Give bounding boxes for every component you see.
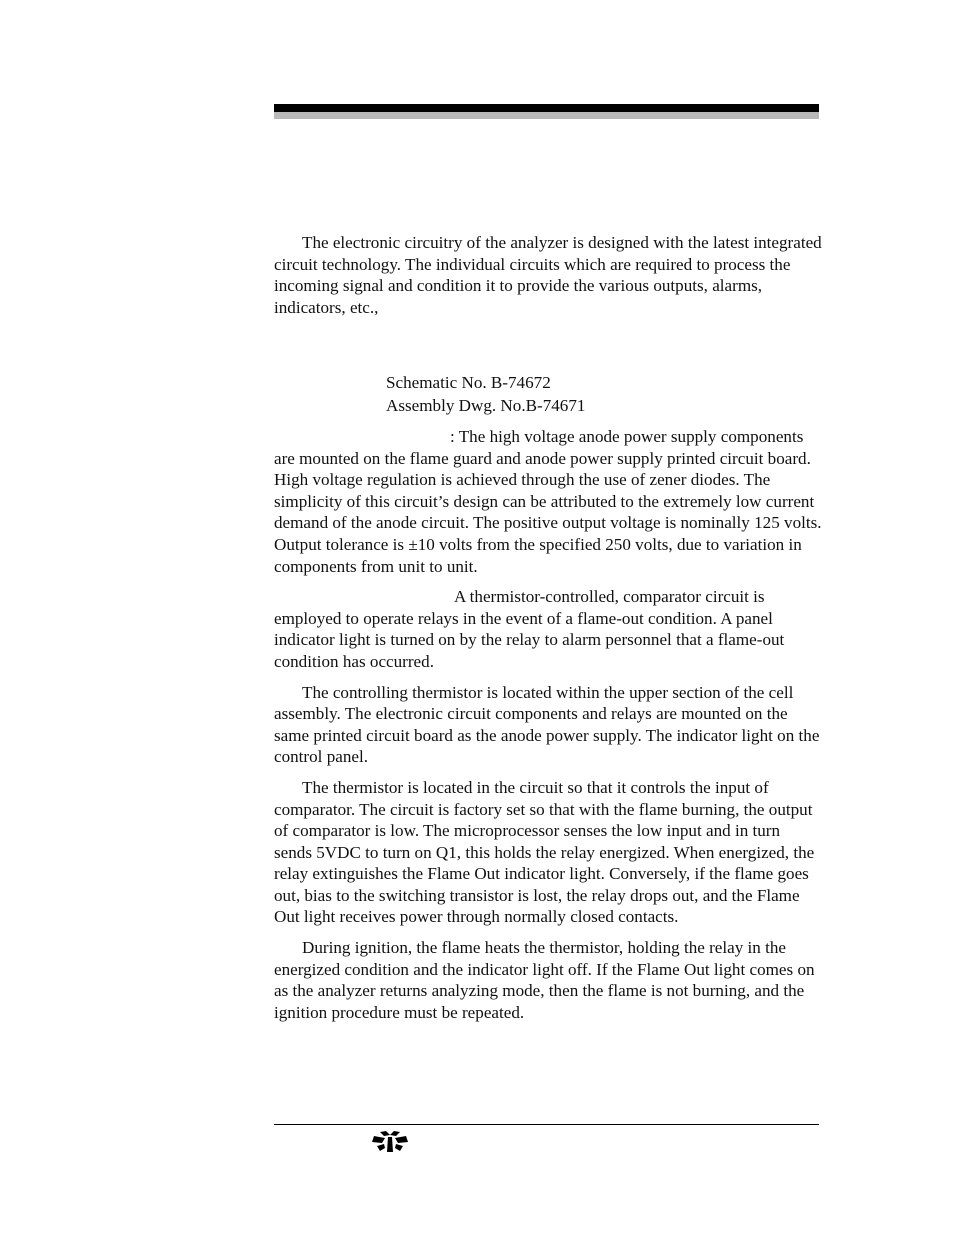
- footer-rule: [274, 1124, 819, 1125]
- comparator-paragraph: The thermistor is located in the circuit so that it controls the input of comparator. The circuit is factory set so that with the flame burning, the output of comparator is low. The microprocessor senses the low input and in turn sends 5VDC to turn on Q1, this holds the relay energized. When energized, the relay extinguishes the Flame Out indicator light. Conversely, if the flame goes out, bias to the switching transistor is lost, the relay drops out, and the Flame Out light receives power through normally closed contacts.: [274, 777, 815, 927]
- flame-guard-paragraph: A thermistor-controlled, comparator circuit is employed to operate relays in the event of a flame-out condition. A panel indicator light is turned on by the relay to alarm personnel that a flame-out condition has occurred.: [274, 587, 785, 671]
- header-rule-gray: [274, 112, 819, 119]
- ignition-paragraph: During ignition, the flame heats the thermistor, holding the relay in the energized condition and the indicator light off. If the Flame Out light comes on as the analyzer returns analyzing mode, then the flame is not burning, and the ignition procedure must be repeated.: [274, 938, 815, 1022]
- schematic-reference: Schematic No. B-74672: [386, 373, 551, 392]
- intro-block: [274, 232, 822, 327]
- anode-supply-paragraph: : The high voltage anode power supply components are mounted on the flame guard and anode power supply printed circuit board. High voltage regulation is achieved through the use of zener diodes. The simplicity of this circuit’s design can be attributed to the extremely low current demand of the anode circuit. The positive output voltage is nominally 125 volts. Output tolerance is ±10 volts from the specified 250 volts, due to variation in components from unit to unit.: [274, 427, 822, 576]
- intro-paragraph: The electronic circuitry of the analyzer is designed with the latest integrated circuit technology. The individual circuits which are required to process the incoming signal and condition it to provide the various outputs, alarms, indicators, etc.,: [274, 233, 822, 317]
- body-block: [274, 426, 822, 1032]
- assembly-reference: Assembly Dwg. No.B-74671: [386, 396, 586, 415]
- header-rule-black: [274, 104, 819, 112]
- teledyne-logo-icon: [372, 1131, 408, 1153]
- thermistor-location-paragraph: The controlling thermistor is located within the upper section of the cell assembly. The electronic circuit components and relays are mounted on the same printed circuit board as the anode power supply. The indicator light on the control panel.: [274, 682, 820, 767]
